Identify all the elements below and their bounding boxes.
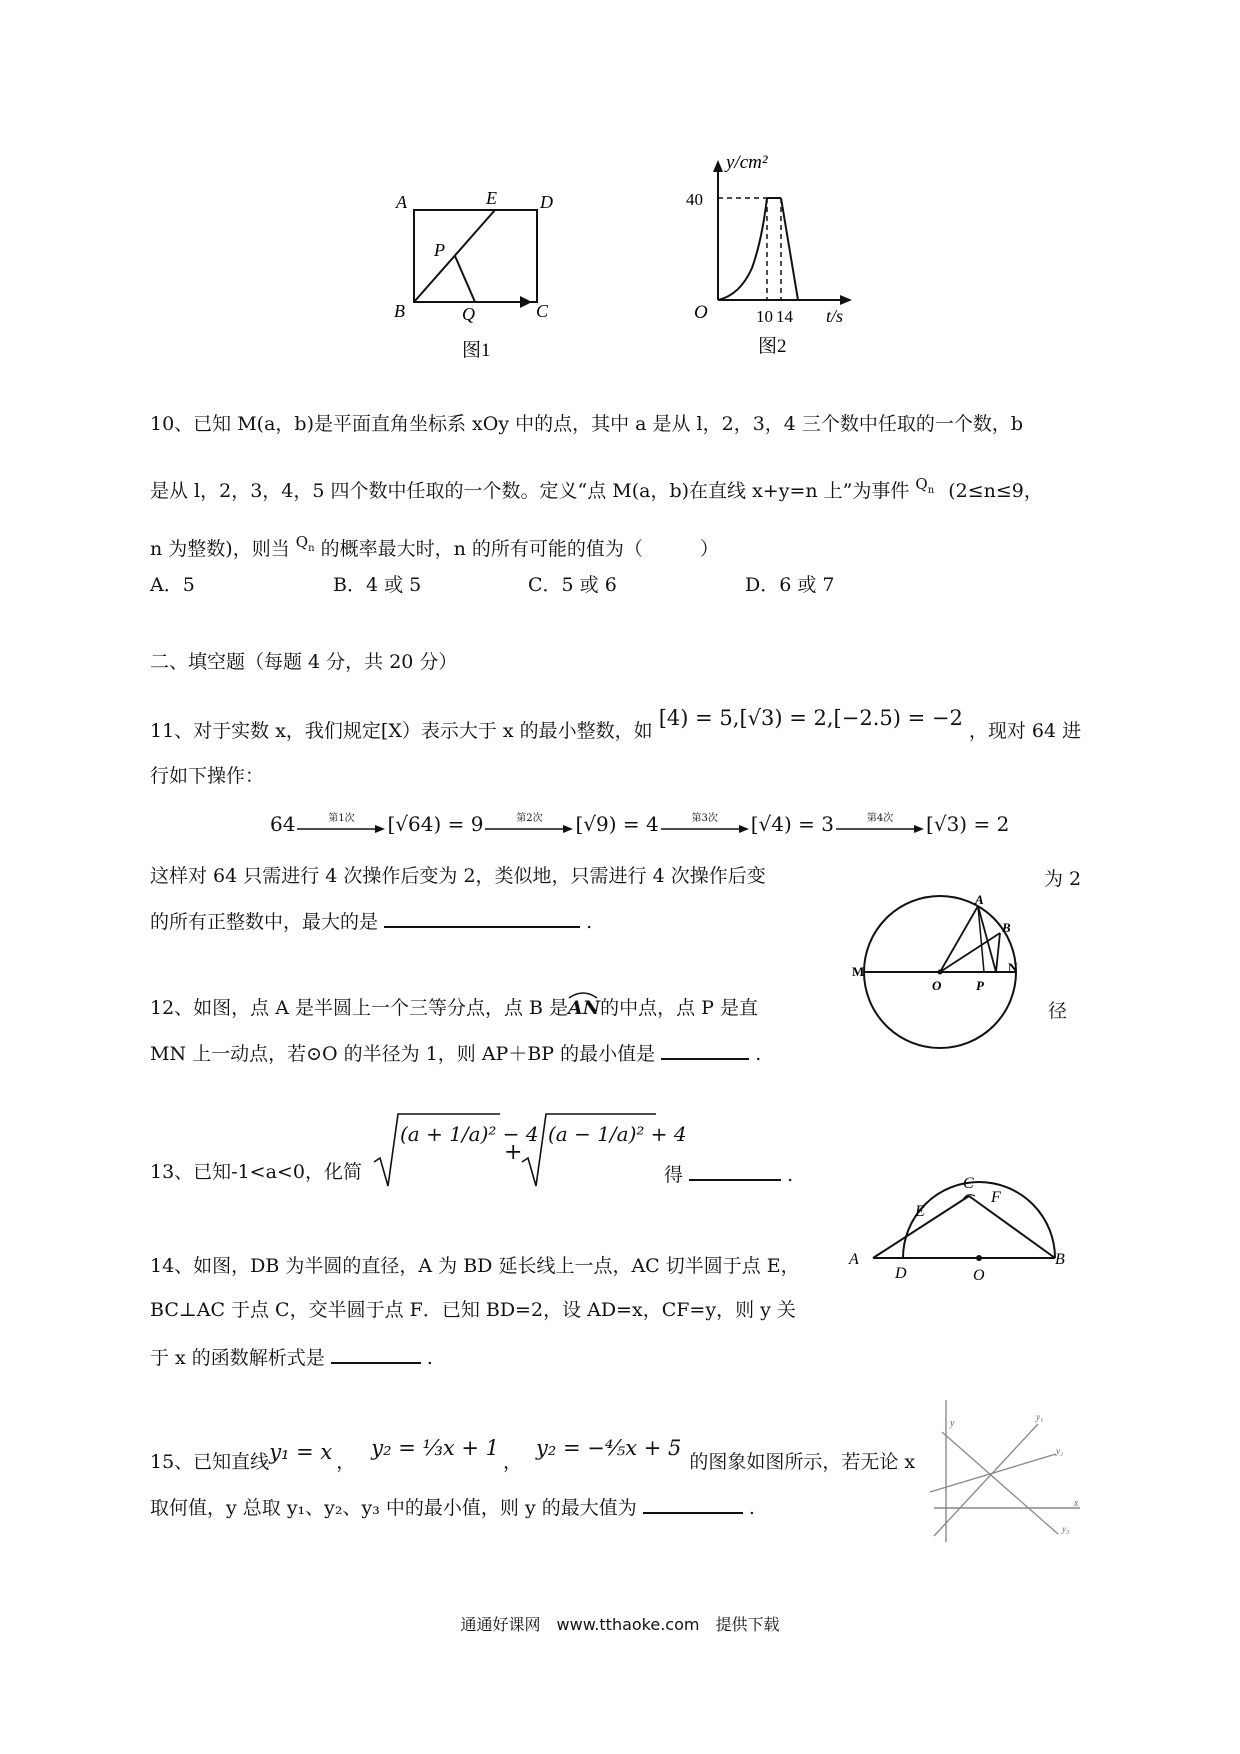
q13-answer-blank[interactable] [689, 1161, 781, 1181]
q14-label-c: C [963, 1175, 974, 1192]
q12-arc-an [568, 997, 600, 1019]
q12-text-1b: 的中点，点 P 是直 [600, 997, 759, 1019]
q14-text-3: 于 x 的函数解析式是 [150, 1347, 325, 1369]
q15-text-2: 取何值，y 总取 y₁、y₂、y₃ 中的最小值，则 y 的最大值为 [150, 1497, 637, 1519]
q10-q-sub: n [927, 485, 935, 496]
q10-text-3b: 的概率最大时，n 的所有可能的值为（ ） [320, 538, 719, 560]
q12-label-b: B [1002, 920, 1011, 935]
q12-text-2-end: . [755, 1043, 762, 1065]
q11-line-1 [150, 706, 1082, 743]
q14-label-b: B [1055, 1251, 1065, 1268]
q13-plus: + [504, 1140, 523, 1165]
q15-fig-y: y [950, 1418, 955, 1429]
fig1-label-a: A [396, 192, 407, 212]
q10-event-q [915, 475, 935, 496]
q12-text-1a: 12、如图，点 A 是半圆上一个三等分点，点 B 是 [150, 997, 569, 1019]
q11-result-2: [√9) = 4 [575, 812, 659, 836]
q14-label-d: D [895, 1265, 907, 1282]
fig1-label-c: C [536, 301, 549, 321]
q11-line-3b: 为 2 [1044, 868, 1082, 890]
q12-text-1c: 径 [1048, 1000, 1068, 1022]
q13-suffix: 得 [664, 1164, 684, 1186]
q11-text-1a: 11、对于实数 x，我们规定[X）表示大于 x 的最小整数，如 [150, 720, 653, 742]
q12-circle-figure [852, 892, 1032, 1052]
arrow-icon [297, 824, 385, 834]
q10-option-d: D．6 或 7 [745, 574, 835, 596]
q15-y1: y₁ = x [269, 1440, 333, 1464]
q15-prefix: 15、已知直线 [150, 1451, 270, 1473]
q14-answer-blank[interactable] [331, 1344, 421, 1364]
q11-line-2: 行如下操作： [150, 765, 265, 787]
q11-step-1: 第1次 [328, 813, 355, 824]
q13-end: . [787, 1164, 794, 1186]
q15-y2: y₂ = ⅓x + 1 [371, 1436, 500, 1460]
q11-text-1b: ，现对 64 进 [968, 720, 1082, 742]
q10-option-b: B．4 或 5 [333, 574, 422, 596]
q15-y3: y₂ = −⅘x + 5 [536, 1436, 682, 1460]
q13-suffix-line [664, 1160, 793, 1187]
q11-operation-chain [270, 812, 1009, 836]
fig1-caption: 图1 [462, 340, 491, 361]
q10-text-2a: 是从 l，2，3，4，5 四个数中任取的一个数。定义“点 M(a，b)在直线 x+y=n 上”为事件 [150, 480, 910, 502]
q14-label-f: F [991, 1189, 1001, 1206]
q11-result-4: [√3) = 2 [926, 812, 1010, 836]
q15-fig-y1: y₁ [1036, 1412, 1044, 1422]
q12-label-o: O [932, 978, 942, 993]
q10-option-a: A．5 [150, 574, 195, 596]
fig1-label-e: E [486, 190, 497, 208]
q10-text-1: 10、已知 M(a，b)是平面直角坐标系 xOy 中的点，其中 a 是从 l，2，3，4 三个数中任取的一个数，b [150, 413, 1024, 435]
q11-step-2: 第2次 [516, 813, 543, 824]
q14-line-3 [150, 1344, 433, 1370]
arrow-icon [836, 824, 924, 834]
fig1-label-b: B [394, 301, 405, 321]
q10-q-letter: Q [915, 475, 928, 493]
fig2-origin: O [694, 302, 708, 323]
q11-example: [4) = 5,[√3) = 2,[−2.5) = −2 [658, 706, 963, 730]
figure-1-rectangle [390, 190, 570, 365]
q15-fig-x: x [1074, 1498, 1079, 1509]
fig2-x10: 10 [756, 307, 773, 326]
q14-text-3-end: . [426, 1347, 433, 1369]
fig1-label-q: Q [462, 304, 475, 324]
arrow-icon [661, 824, 749, 834]
fig1-label-d: D [540, 192, 553, 212]
q13-expr-2-text: (a − 1/a)² + 4 [548, 1122, 687, 1146]
q13-line [150, 1160, 362, 1184]
q14-line-1: 14、如图，DB 为半圆的直径，A 为 BD 延长线上一点，AC 切半圆于点 E， [150, 1255, 800, 1277]
q10-text-2b: (2≤n≤9， [948, 480, 1043, 502]
q15-comma-1: ， [336, 1451, 356, 1473]
q11-arrow-1 [297, 814, 385, 834]
q11-text-4-end: . [586, 911, 593, 933]
q15-comma-2: ， [503, 1451, 523, 1473]
q11-line-4 [150, 908, 592, 934]
q10-line-2 [150, 472, 1043, 503]
q11-arrow-4 [836, 814, 924, 834]
q10-line-1 [150, 412, 1023, 436]
fig2-xlabel: t/s [826, 306, 844, 326]
q12-label-a: A [975, 892, 984, 907]
q11-arrow-2 [485, 814, 573, 834]
q12-label-m: M [852, 964, 865, 979]
figure-2-graph [680, 150, 865, 360]
q12-arc-label: AN [568, 997, 601, 1019]
q14-label-e: E [915, 1203, 925, 1220]
q14-label-a: A [849, 1251, 859, 1268]
q15-line-2 [150, 1494, 755, 1520]
q10-line-3 [150, 530, 719, 561]
fig2-caption: 图2 [758, 336, 787, 357]
arrow-icon [485, 824, 573, 834]
fig2-y40: 40 [686, 190, 703, 209]
q12-line-1 [150, 996, 758, 1020]
q11-step-4: 第4次 [866, 813, 894, 824]
q10-text-3a: n 为整数)，则当 [150, 538, 290, 560]
q15-text-2-end: . [748, 1497, 755, 1519]
q15-fig-y2: y₂ [1056, 1446, 1064, 1456]
q11-answer-blank[interactable] [384, 908, 580, 928]
q12-text-2: MN 上一动点，若⊙O 的半径为 1，则 AP＋BP 的最小值是 [150, 1043, 656, 1065]
q14-line-2: BC⊥AC 于点 C，交半圆于点 F．已知 BD=2，设 AD=x，CF=y，则 y 关 [150, 1299, 796, 1321]
q12-label-n: N [1008, 960, 1018, 975]
q12-answer-blank[interactable] [661, 1040, 749, 1060]
section-2-heading: 二、填空题（每题 4 分，共 20 分） [150, 651, 458, 673]
q11-text-4: 的所有正整数中，最大的是 [150, 911, 379, 933]
q13-expr-2 [548, 1122, 687, 1146]
q14-semicircle-figure [845, 1172, 1070, 1290]
q11-result-3: [√4) = 3 [750, 812, 835, 836]
fig1-label-p: P [434, 240, 445, 260]
q12-label-p: P [976, 978, 984, 993]
q11-chain-start: 64 [270, 812, 296, 836]
fig2-x14: 14 [776, 307, 793, 326]
q15-fig-y3: y₃ [1062, 1524, 1070, 1534]
q15-lines-graph [928, 1396, 1088, 1546]
fig2-ylabel: y/cm² [726, 152, 768, 173]
q15-answer-blank[interactable] [643, 1494, 743, 1514]
q11-line-3a: 这样对 64 只需进行 4 次操作后变为 2，类似地，只需进行 4 次操作后变 [150, 865, 766, 887]
q11-result-1: [√64) = 9 [387, 812, 484, 836]
q10-q-sub-2: n [308, 543, 315, 554]
q15-line-1 [150, 1436, 916, 1474]
arc-icon [568, 991, 598, 999]
q13-prefix: 13、已知-1<a<0，化简 [150, 1161, 362, 1183]
q14-label-o: O [973, 1267, 985, 1284]
q10-option-c: C．5 或 6 [528, 574, 617, 596]
q13-expr-1-text: (a + 1/a)² − 4 [400, 1122, 539, 1146]
q15-suffix: 的图象如图所示，若无论 x [689, 1451, 916, 1473]
q10-q-letter-2: Q [295, 533, 309, 551]
q11-step-3: 第3次 [691, 813, 718, 824]
page-footer: 通通好课网 www.tthaoke.com 提供下载 [460, 1615, 780, 1634]
q11-arrow-3 [661, 814, 749, 834]
q10-event-q-2 [295, 533, 315, 554]
q12-line-2 [150, 1040, 761, 1066]
